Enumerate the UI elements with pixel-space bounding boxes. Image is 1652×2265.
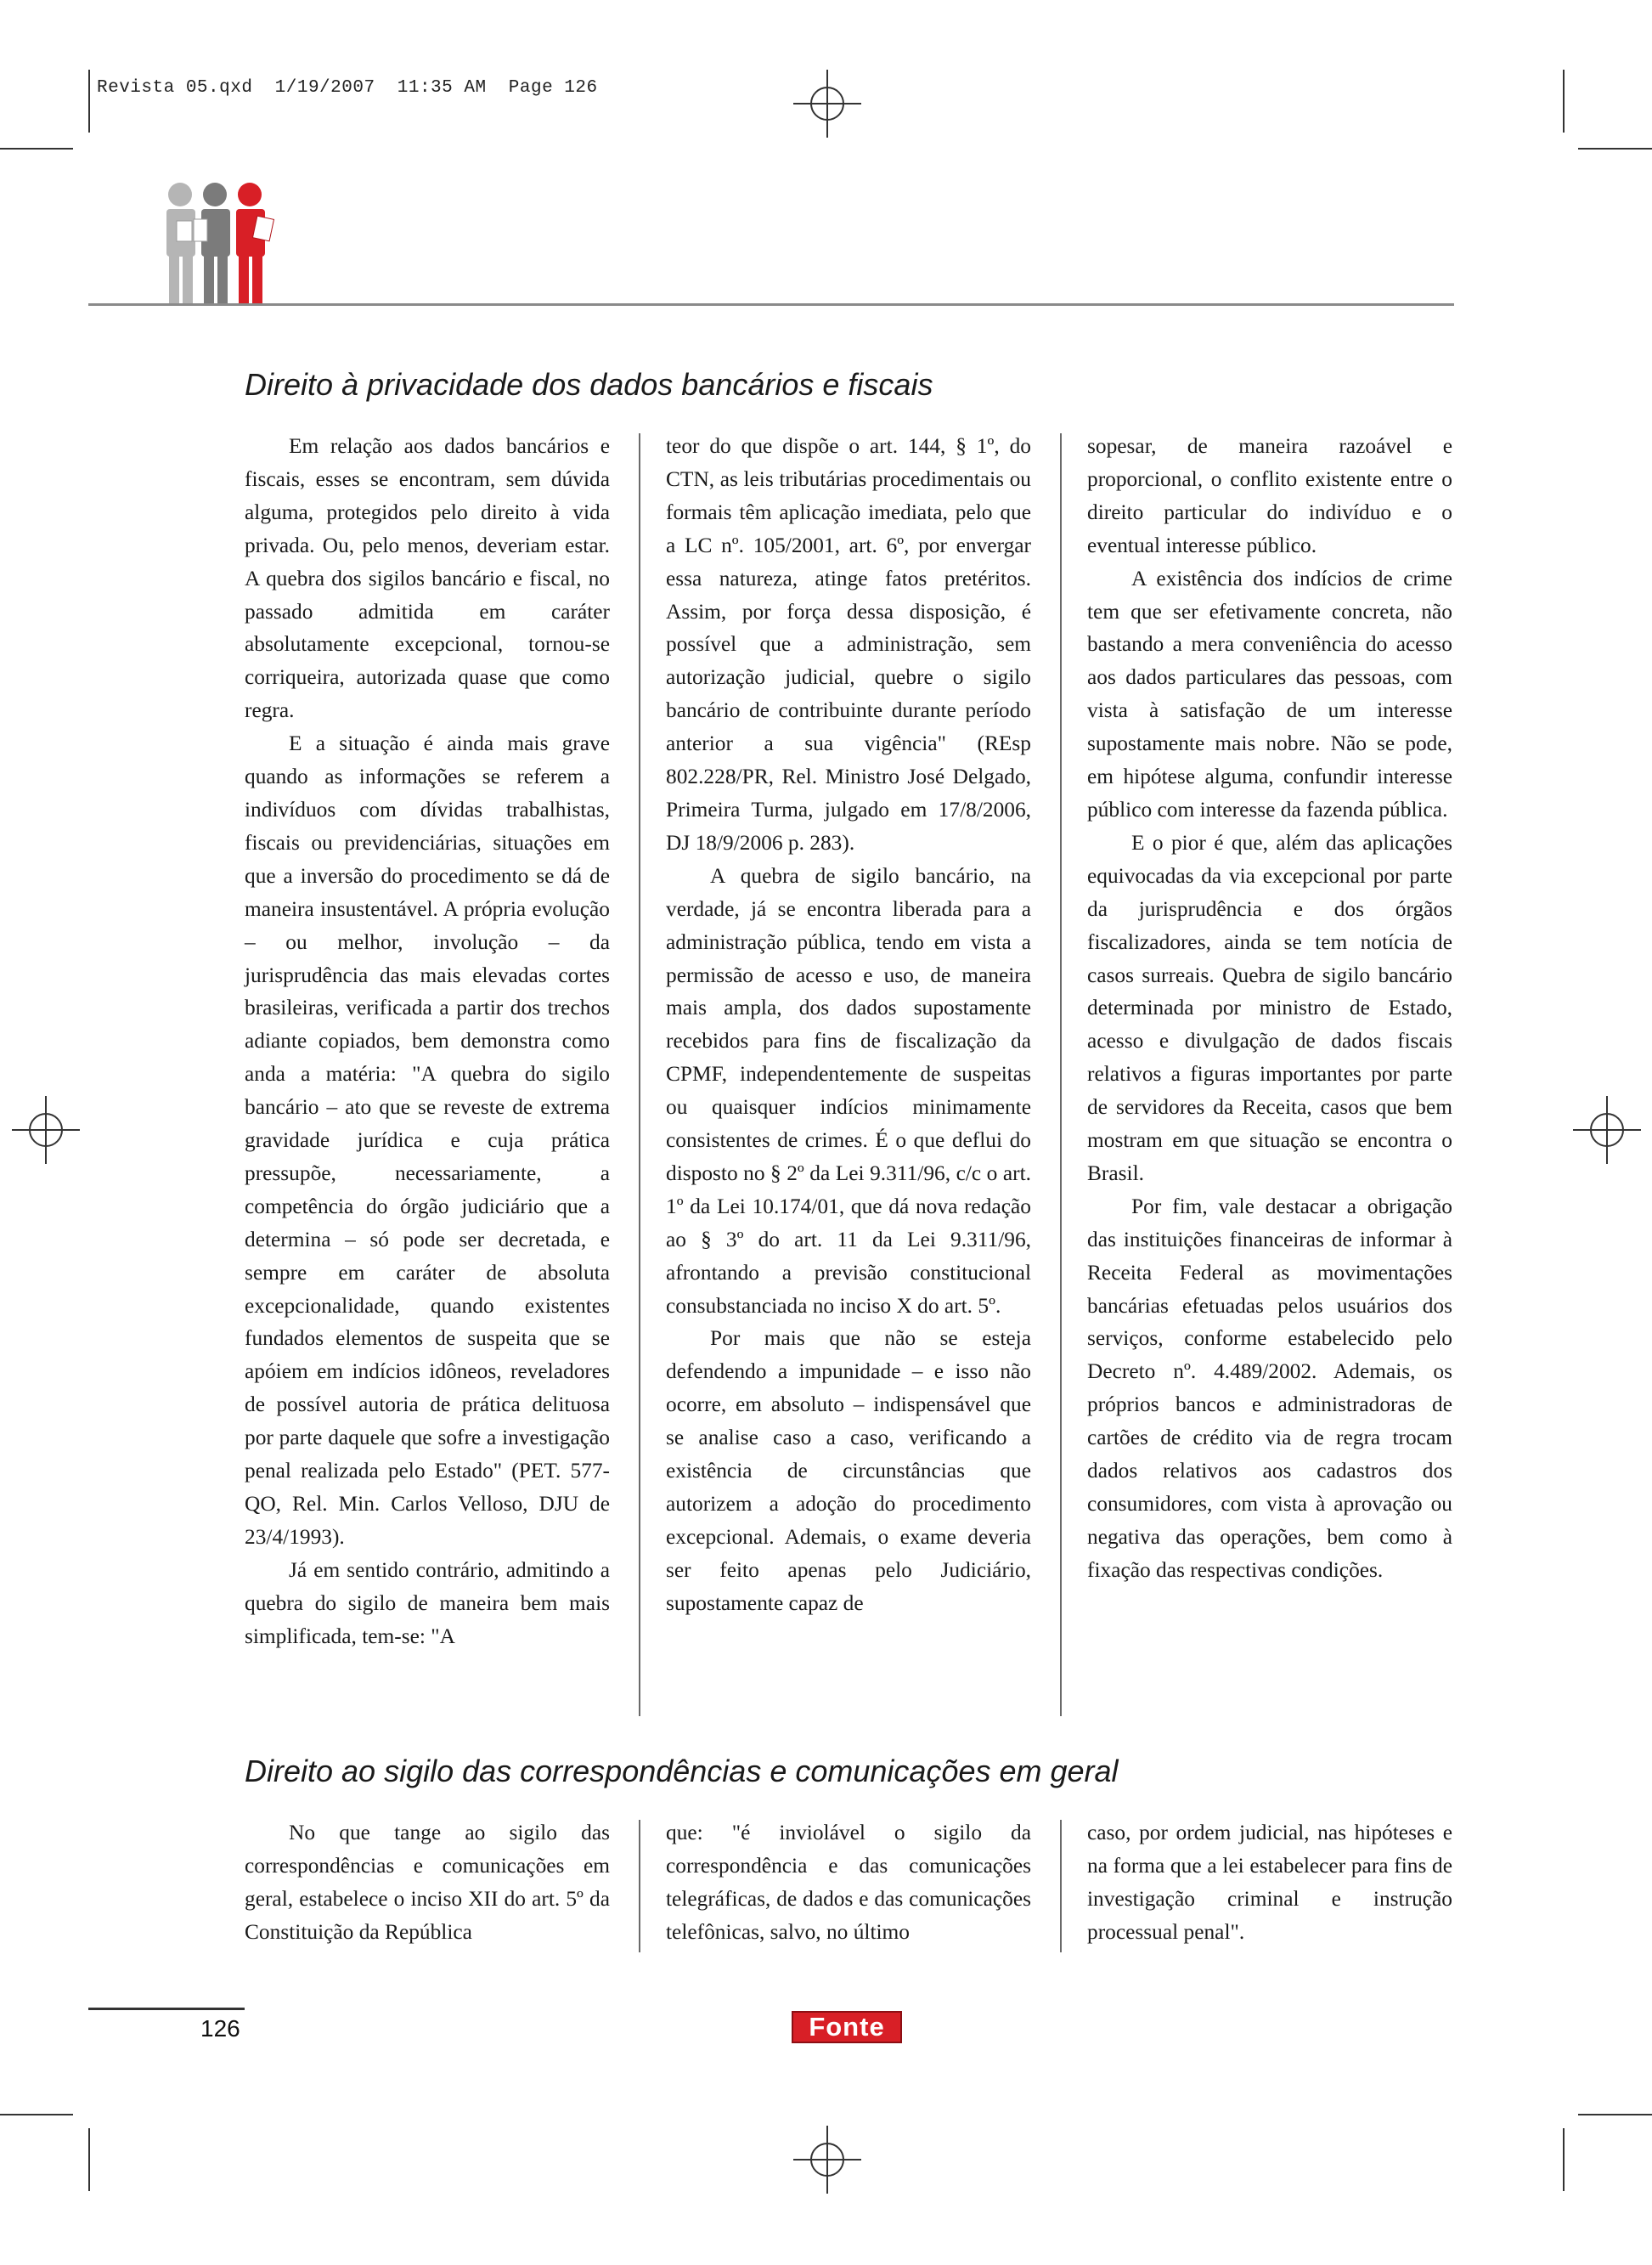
paragraph: que: "é inviolável o sigilo da correspondência e das comunicações telegráficas, de dados e das comunicações telefônicas, salvo, no último [666, 1821, 1031, 1944]
registration-mark [793, 2126, 861, 2194]
paragraph: E a situação é ainda mais grave quando as informações se referem a indivíduos com dívidas trabalhistas, fiscais ou previdenciárias, situações em que a inversão do procedimento se dá de maneira insustentável. A própria evolução – ou melhor, involução – da jurisprudência das mais elevadas cortes brasileiras, verificada a partir dos trechos adiante copiados, bem demonstra como anda a matéria: "A quebra do sigilo bancário – ato que se reveste de extrema gravidade jurídica e cuja prática pressupõe, necessariamente, a competência do órgão judiciário que a determina – só pode ser decretada, e sempre em caráter de absoluta excepcionalidade, quando existentes fundados elementos de suspeita que se apóiem em indícios idôneos, reveladores de possível autoria de prática delituosa por parte daquele que sofre a investigação penal realizada pelo Estado" (PET. 577-QO, Rel. Min. Carlos Velloso, DJU de 23/4/1993). [245, 731, 610, 1549]
text-column [666, 430, 1031, 1620]
print-slug: Revista 05.qxd 1/19/2007 11:35 AM Page 126 [97, 78, 598, 98]
paragraph: A quebra de sigilo bancário, na verdade, já se encontra liberada para a administração pública, tendo em vista a permissão de acesso e uso, de maneira mais ampla, dos dados supostamente recebidos para fins de fiscalização da CPMF, independentemente de suspeitas ou quaisquer indícios minimamente consistentes de crimes. É o que deflui do disposto no § 2º da Lei 9.311/96, c/c o art. 1º da Lei 10.174/01, que dá nova redação ao § 3º do art. 11 da Lei 9.311/96, afrontando a previsão constitucional consubstanciada no inciso X do art. 5º. [666, 863, 1031, 1318]
paragraph: Já em sentido contrário, admitindo a quebra do sigilo de maneira bem mais simplificada, tem-se: "A [245, 1557, 610, 1648]
paragraph: A existência dos indícios de crime tem que ser efetivamente concreta, não bastando a mera conveniência do acesso aos dados particulares das pessoas, com vista à satisfação de um interesse supostamente mais nobre. Não se pode, em hipótese alguma, confundir interesse público com interesse da fazenda pública. [1087, 566, 1452, 822]
column-divider [1060, 1820, 1062, 1952]
registration-mark [793, 70, 861, 138]
crop-mark [1578, 2114, 1652, 2115]
paragraph: Em relação aos dados bancários e fiscais, esses se encontram, sem dúvida alguma, protegidos pelo direito à vida privada. Ou, pelo menos, deveriam estar. A quebra dos sigilos bancário e fiscal, no passado admitida em caráter absolutamente excepcional, tornou-se corriqueira, autorizada quase que como regra. [245, 434, 610, 723]
crop-mark [1563, 70, 1565, 133]
column-divider [1060, 433, 1062, 1716]
brand-logo: Fonte [792, 2011, 902, 2043]
registration-mark [12, 1096, 80, 1164]
three-people-icon [161, 180, 289, 306]
column-divider [639, 1820, 640, 1952]
paragraph: sopesar, de maneira razoável e proporcional, o conflito existente entre o direito particular do indivíduo e o eventual interesse público. [1087, 434, 1452, 557]
crop-mark [0, 148, 73, 150]
crop-mark [1563, 2128, 1565, 2191]
paragraph: E o pior é que, além das aplicações equivocadas da via excepcional por parte da jurisprudência e dos órgãos fiscalizadores, ainda se tem notícia de casos surreais. Quebra de sigilo bancário determinada por ministro de Estado, acesso e divulgação de dados fiscais relativos a figuras importantes por parte de servidores da Receita, casos que bem mostram em que situação se encontra o Brasil. [1087, 830, 1452, 1185]
text-column [666, 1816, 1031, 1949]
registration-mark [1573, 1096, 1641, 1164]
crop-mark [0, 2114, 73, 2115]
crop-mark [1578, 148, 1652, 150]
paragraph: caso, por ordem judicial, nas hipóteses e na forma que a lei estabelecer para fins de investigação criminal e instrução processual penal". [1087, 1821, 1452, 1944]
header-rule [88, 303, 1454, 306]
text-column [1087, 430, 1452, 1587]
paragraph: teor do que dispõe o art. 144, § 1º, do CTN, as leis tributárias procedimentais ou formais têm aplicação imediata, pelo que a LC nº. 105/2001, art. 6º, por envergar essa natureza, atinge fatos pretéritos. Assim, por força dessa disposição, é possível que a administração, sem autorização judicial, quebre o sigilo bancário de contribuinte durante período anterior a sua vigência" (REsp 802.228/PR, Rel. Ministro José Delgado, Primeira Turma, julgado em 17/8/2006, DJ 18/9/2006 p. 283). [666, 434, 1031, 855]
paragraph: Por fim, vale destacar a obrigação das instituições financeiras de informar à Receita Federal as movimentações bancárias efetuadas pelos usuários dos serviços, conforme estabelecido pelo Decreto nº. 4.489/2002. Ademais, os próprios bancos e administradoras de cartões de crédito via de regra trocam dados relativos aos cadastros dos consumidores, com vista à aprovação ou negativa das operações, bem como à fixação das respectivas condições. [1087, 1194, 1452, 1582]
crop-mark [88, 2128, 90, 2191]
paragraph: Por mais que não se esteja defendendo a impunidade – e isso não ocorre, em absoluto – indispensável que se analise caso a caso, verificando a existência de circunstâncias que autorizem a adoção do procedimento excepcional. Ademais, o exame deveria ser feito apenas pelo Judiciário, supostamente capaz de [666, 1326, 1031, 1615]
column-divider [639, 433, 640, 1716]
text-column [245, 1816, 610, 1949]
section-title: Direito ao sigilo das correspondências e comunicações em geral [245, 1754, 1119, 1788]
page-number: 126 [200, 2015, 240, 2042]
section-title: Direito à privacidade dos dados bancários e fiscais [245, 367, 933, 402]
crop-mark [88, 70, 90, 133]
footer-rule [88, 2008, 245, 2010]
text-column [245, 430, 610, 1653]
text-column [1087, 1816, 1452, 1949]
paragraph: No que tange ao sigilo das correspondências e comunicações em geral, estabelece o inciso XII do art. 5º da Constituição da República [245, 1821, 610, 1944]
